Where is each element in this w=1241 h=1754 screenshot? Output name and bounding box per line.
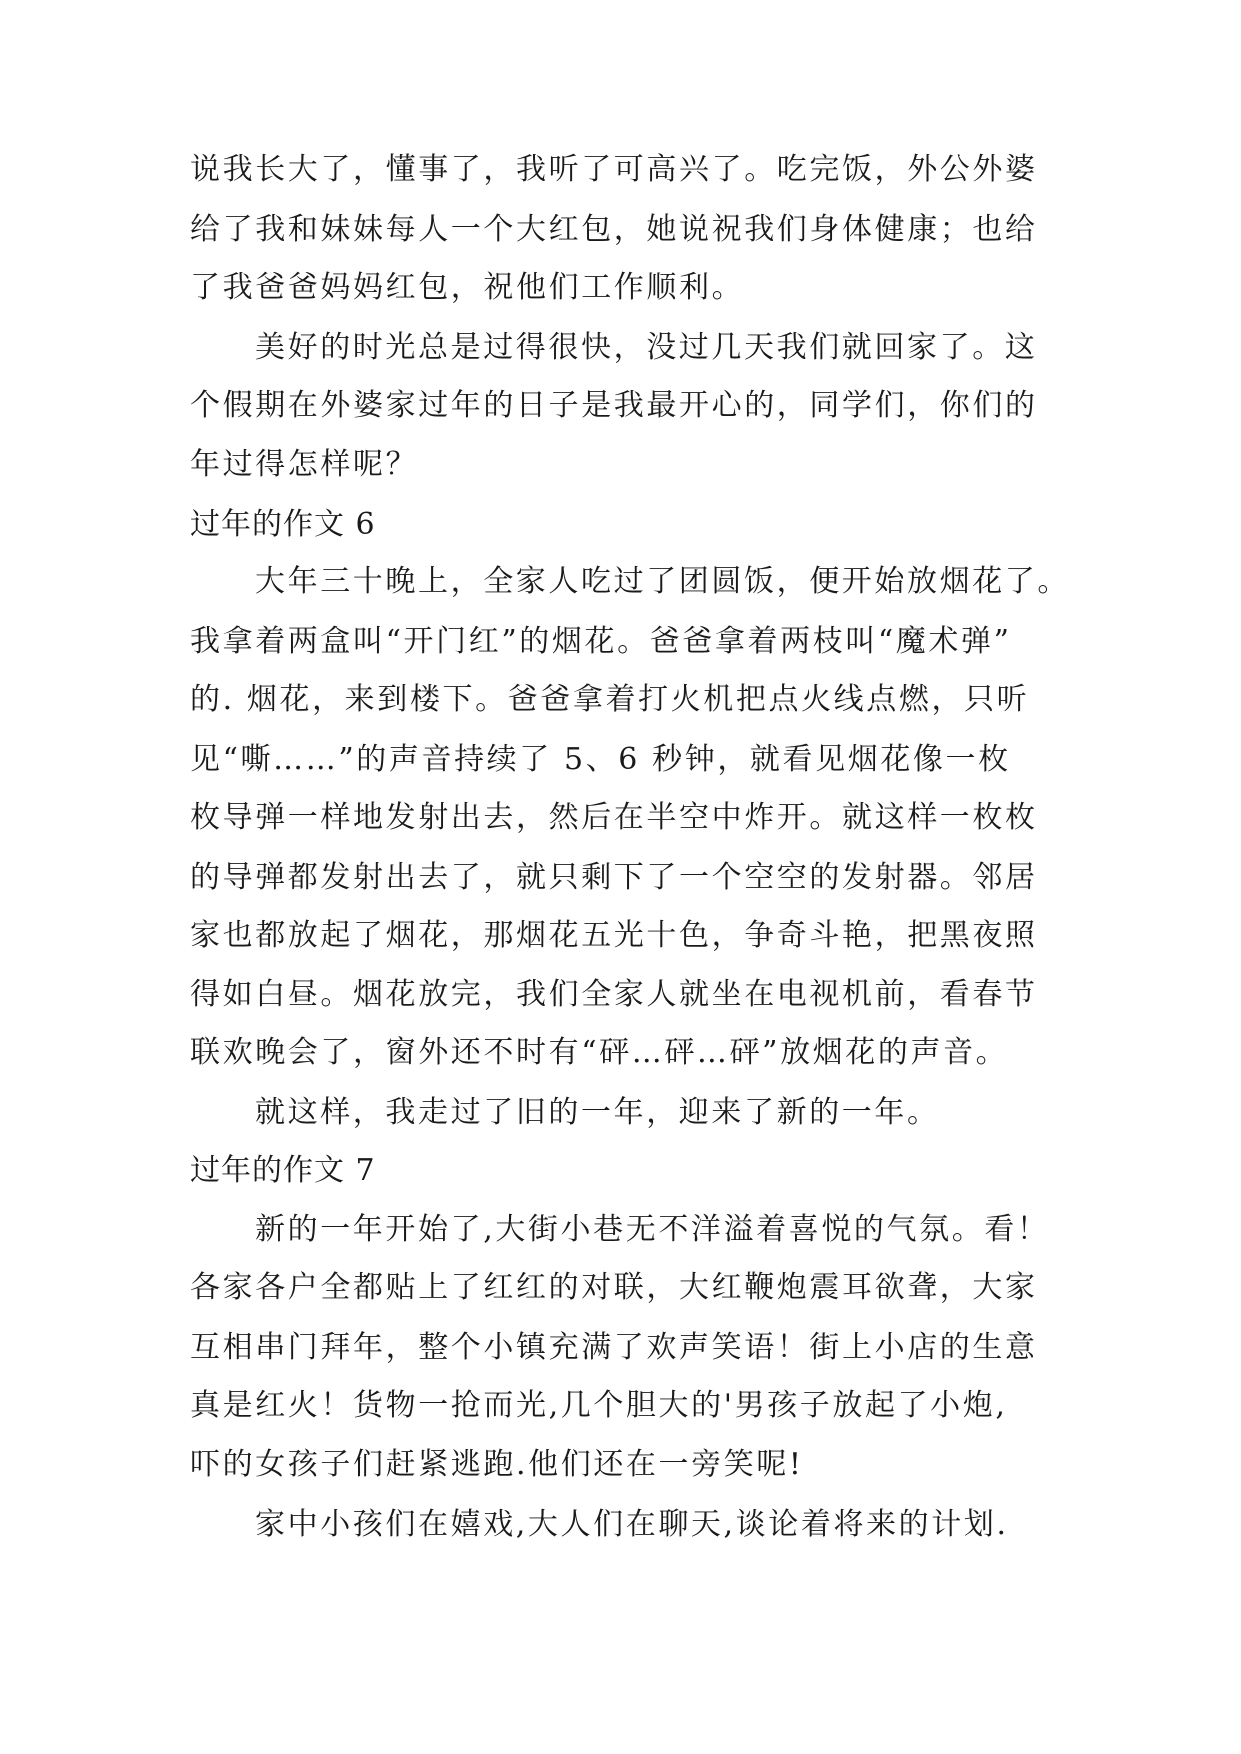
paragraph-line: 家中小孩们在嬉戏,大人们在聊天,谈论着将来的计划. [255,1507,1009,1542]
paragraph-line: 互相串门拜年，整个小镇充满了欢声笑语！街上小店的生意 [190,1330,1038,1365]
paragraph-line: 真是红火！货物一抢而光,几个胆大的'男孩子放起了小炮, [190,1388,1008,1423]
paragraph-line: 就这样，我走过了旧的一年，迎来了新的一年。 [255,1095,940,1130]
section-heading: 过年的作文 7 [190,1153,376,1188]
paragraph-line: 大年三十晚上，全家人吃过了团圆饭，便开始放烟花了。 [255,564,1070,599]
paragraph-line: 家也都放起了烟花，那烟花五光十色，争奇斗艳，把黑夜照 [190,918,1038,953]
paragraph-line: 联欢晚会了，窗外还不时有“砰…砰…砰”放烟花的声音。 [190,1035,1009,1070]
paragraph-line: 得如白昼。烟花放完，我们全家人就坐在电视机前，看春节 [190,977,1038,1012]
paragraph-line: 年过得怎样呢？ [190,447,419,482]
paragraph-line: 吓的女孩子们赶紧逃跑.他们还在一旁笑呢! [190,1447,804,1482]
paragraph-line: 了我爸爸妈妈红包，祝他们工作顺利。 [190,270,745,305]
section-heading: 过年的作文 6 [190,507,376,542]
paragraph-line: 的导弹都发射出去了，就只剩下了一个空空的发射器。邻居 [190,860,1038,895]
paragraph-line: 各家各户全都贴上了红红的对联，大红鞭炮震耳欲聋，大家 [190,1270,1038,1305]
paragraph-line: 枚导弹一样地发射出去，然后在半空中炸开。就这样一枚枚 [190,800,1038,835]
paragraph-line: 新的一年开始了,大街小巷无不洋溢着喜悦的气氛。看！ [255,1212,1050,1247]
paragraph-line: 美好的时光总是过得很快，没过几天我们就回家了。这 [255,330,1038,365]
paragraph-line: 说我长大了，懂事了，我听了可高兴了。吃完饭，外公外婆 [190,152,1038,187]
paragraph-line: 我拿着两盒叫“开门红”的烟花。爸爸拿着两枝叫“魔术弹” [190,624,1012,659]
paragraph-line: 见“嘶……”的声音持续了 5、6 秒钟，就看见烟花像一枚 [190,742,1011,777]
paragraph-line: 给了我和妹妹每人一个大红包，她说祝我们身体健康；也给 [190,212,1038,247]
paragraph-line: 的. 烟花，来到楼下。爸爸拿着打火机把点火线点燃，只听 [190,682,1030,717]
paragraph-line: 个假期在外婆家过年的日子是我最开心的，同学们，你们的 [190,388,1038,423]
